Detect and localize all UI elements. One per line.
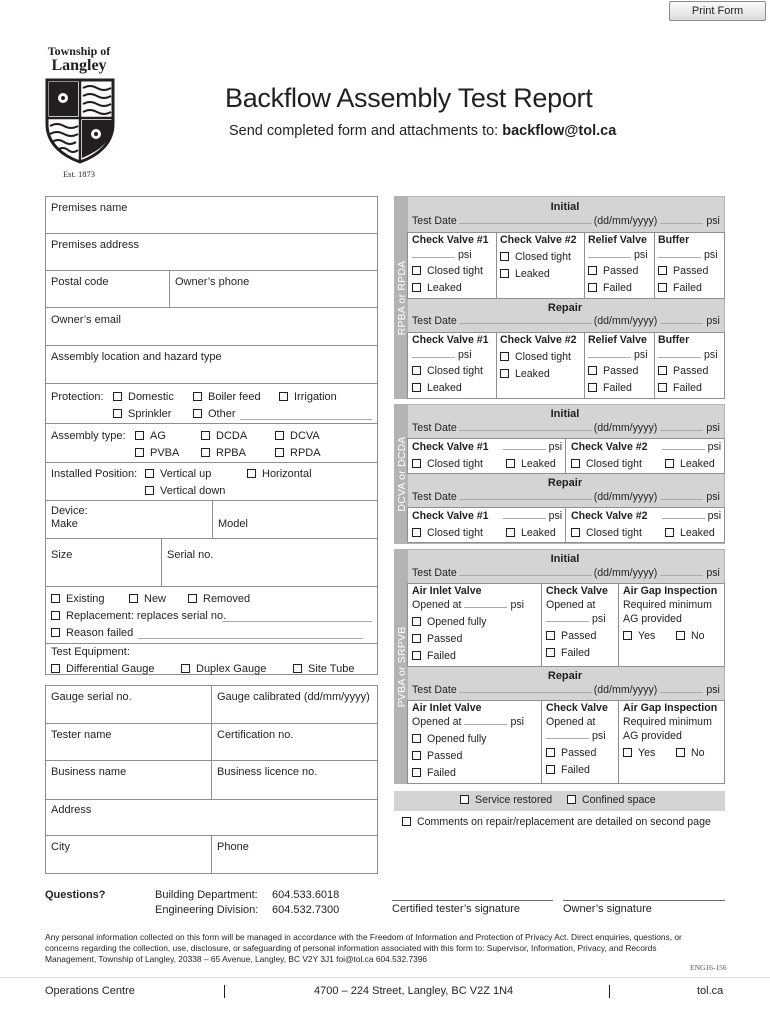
pv-init-check-valve: Check Valve xyxy=(546,585,608,597)
rp-initial-heading: Initial xyxy=(550,201,580,213)
checkbox[interactable] xyxy=(588,266,597,275)
checkbox[interactable] xyxy=(275,431,284,440)
rp-rep-cv2-closed[interactable]: Closed tight xyxy=(500,349,571,366)
confined-space[interactable]: Confined space xyxy=(567,792,656,809)
checkbox[interactable] xyxy=(412,768,421,777)
assembly-rpba[interactable]: RPBA xyxy=(201,447,246,459)
checkbox[interactable] xyxy=(412,366,421,375)
checkbox[interactable] xyxy=(460,795,469,804)
pv-init-no[interactable]: No xyxy=(676,628,705,645)
rp-init-relief: Relief Valve xyxy=(588,234,647,246)
checkbox[interactable] xyxy=(588,366,597,375)
tester-signature-label: Certified tester’s signature xyxy=(392,903,520,915)
city-label: City xyxy=(51,841,70,853)
comments-second-page[interactable]: Comments on repair/replacement are detailed on second page xyxy=(402,814,711,831)
protection-domestic[interactable]: Domestic xyxy=(113,391,174,403)
model-label: Model xyxy=(218,518,248,530)
dc-initial-heading: Initial xyxy=(550,408,580,420)
checkbox[interactable] xyxy=(247,469,256,478)
protection-label: Protection: xyxy=(51,391,104,403)
checkbox[interactable] xyxy=(145,486,154,495)
logo-township-of: Township of xyxy=(47,44,111,58)
form-code: ENG16-156 xyxy=(690,963,727,972)
assembly-location-label: Assembly location and hazard type xyxy=(51,351,222,363)
checkbox[interactable] xyxy=(275,448,284,457)
assembly-pvba[interactable]: PVBA xyxy=(135,447,179,459)
checkbox[interactable] xyxy=(588,283,597,292)
removed-option[interactable]: Removed xyxy=(188,593,250,605)
installed-label: Installed Position: xyxy=(51,468,138,480)
tester-name-label: Tester name xyxy=(51,729,112,741)
checkbox[interactable] xyxy=(113,392,122,401)
footer-address: 4700 – 224 Street, Langley, BC V2Z 1N4 xyxy=(314,985,514,997)
equipment-differential[interactable]: Differential Gauge xyxy=(51,663,154,675)
tester-signature-line[interactable] xyxy=(392,900,553,901)
pv-init-failed[interactable]: Failed xyxy=(412,648,456,665)
pv-init-passed[interactable]: Passed xyxy=(412,631,462,648)
checkbox[interactable] xyxy=(193,392,202,401)
rp-init-relief-passed[interactable]: Passed xyxy=(588,263,638,280)
dc-init-cv1-leaked[interactable]: Leaked xyxy=(506,456,556,473)
checkbox[interactable] xyxy=(201,431,210,440)
premises-name-label: Premises name xyxy=(51,202,128,214)
pv-init-yes[interactable]: Yes xyxy=(623,628,655,645)
pv-rep-cv-opened-at: Opened at xyxy=(546,716,596,728)
assembly-ag[interactable]: AG xyxy=(135,430,166,442)
pv-init-ag-provided: AG provided xyxy=(623,613,682,625)
crest-icon xyxy=(45,78,115,164)
dc-init-cv2-closed[interactable]: Closed tight xyxy=(571,456,642,473)
rp-init-cv2-closed[interactable]: Closed tight xyxy=(500,249,571,266)
checkbox[interactable] xyxy=(412,651,421,660)
checkbox[interactable] xyxy=(658,266,667,275)
rp-init-relief-psi[interactable]: psi xyxy=(588,247,648,264)
checkbox[interactable] xyxy=(665,459,674,468)
checkbox[interactable] xyxy=(135,448,144,457)
checkbox[interactable] xyxy=(145,469,154,478)
questions-label: Questions? xyxy=(45,889,106,901)
service-bar xyxy=(394,791,725,811)
checkbox[interactable] xyxy=(546,748,555,757)
rp-init-cv1-leaked[interactable]: Leaked xyxy=(412,280,462,297)
rp-init-buffer: Buffer xyxy=(658,234,690,246)
pv-rep-no[interactable]: No xyxy=(676,745,705,762)
checkbox[interactable] xyxy=(201,448,210,457)
rp-test-date[interactable]: Test Date (dd/mm/yyyy) psi xyxy=(412,215,720,227)
rp-repair-heading: Repair xyxy=(547,302,583,314)
gauge-calibrated-label: Gauge calibrated (dd/mm/yyyy) xyxy=(217,691,370,703)
rp-rep-cv1-closed[interactable]: Closed tight xyxy=(412,363,483,380)
address-label: Address xyxy=(51,804,92,816)
subtitle-prefix: Send completed form and attachments to: xyxy=(229,123,499,139)
checkbox[interactable] xyxy=(567,795,576,804)
serial-label: Serial no. xyxy=(167,549,214,561)
dc-rep-cv1[interactable]: Check Valve #1 psi xyxy=(412,510,563,522)
rp-init-cv1: Check Valve #1 xyxy=(412,234,489,246)
test-equipment-label: Test Equipment: xyxy=(51,646,130,658)
pv-rep-passed[interactable]: Passed xyxy=(412,748,462,765)
rp-rep-relief: Relief Valve xyxy=(588,334,647,346)
checkbox[interactable] xyxy=(188,594,197,603)
checkbox[interactable] xyxy=(412,751,421,760)
pv-rep-cv-psi[interactable]: psi xyxy=(546,728,606,745)
installed-horizontal[interactable]: Horizontal xyxy=(247,468,312,480)
owner-signature-label: Owner’s signature xyxy=(563,903,652,915)
pv-rep-cv-failed[interactable]: Failed xyxy=(546,762,590,779)
checkbox[interactable] xyxy=(51,664,60,673)
dc-rep-cv2-closed[interactable]: Closed tight xyxy=(571,525,642,542)
footer-website[interactable]: tol.ca xyxy=(697,985,724,997)
protection-sprinkler[interactable]: Sprinkler xyxy=(113,408,171,420)
owner-signature-line[interactable] xyxy=(563,900,725,901)
privacy-notice: Any personal information collected on this form will be managed in accordance with the Freedom of Information and Protection of Privacy Act. Direct enquiries, questions, or concerns regarding the collection, use, disclosure, or safeguarding of personal information associated with this form to: Supervisor, Information, Privacy, and Records Management, Township of Langley, 20338 – 65 Avenue, Langley, BC V2Y 3J1 foi@tol.ca 604.532.7396 xyxy=(45,932,682,964)
dc-repair-test-date[interactable]: Test Date (dd/mm/yyyy) psi xyxy=(412,491,720,503)
pv-rep-cv-passed[interactable]: Passed xyxy=(546,745,596,762)
checkbox[interactable] xyxy=(500,269,509,278)
pv-rep-check-valve: Check Valve xyxy=(546,702,608,714)
rp-side-label: RPBA or RPDA xyxy=(395,197,408,398)
pv-rep-ag-provided: AG provided xyxy=(623,730,682,742)
pv-init-cv-opened-at: Opened at xyxy=(546,599,596,611)
pv-rep-failed[interactable]: Failed xyxy=(412,765,456,782)
reason-failed-option[interactable]: Reason failed xyxy=(51,627,133,639)
pv-init-air-inlet: Air Inlet Valve xyxy=(412,585,482,597)
checkbox[interactable] xyxy=(412,734,421,743)
protection-irrigation[interactable]: Irrigation xyxy=(279,391,337,403)
make-label: Make xyxy=(51,518,78,530)
checkbox[interactable] xyxy=(623,631,632,640)
certification-label: Certification no. xyxy=(217,729,294,741)
rp-init-relief-failed[interactable]: Failed xyxy=(588,280,632,297)
checkbox[interactable] xyxy=(546,648,555,657)
pv-init-opened-at[interactable]: Opened at psi xyxy=(412,599,525,611)
rp-rep-buffer: Buffer xyxy=(658,334,690,346)
checkbox[interactable] xyxy=(658,383,667,392)
installed-vertical-up[interactable]: Vertical up xyxy=(145,468,211,480)
dc-test-date[interactable]: Test Date (dd/mm/yyyy) psi xyxy=(412,422,720,434)
rp-rep-buffer-passed[interactable]: Passed xyxy=(658,363,708,380)
rp-init-cv2-leaked[interactable]: Leaked xyxy=(500,266,550,283)
checkbox[interactable] xyxy=(129,594,138,603)
rp-init-cv1-closed[interactable]: Closed tight xyxy=(412,263,483,280)
checkbox[interactable] xyxy=(181,664,190,673)
checkbox[interactable] xyxy=(51,611,60,620)
pv-init-opened-fully[interactable]: Opened fully xyxy=(412,614,486,631)
rp-init-cv2: Check Valve #2 xyxy=(500,234,577,246)
checkbox[interactable] xyxy=(571,528,580,537)
checkbox[interactable] xyxy=(546,631,555,640)
pv-init-cv-failed[interactable]: Failed xyxy=(546,645,590,662)
dc-init-cv1-closed[interactable]: Closed tight xyxy=(412,456,483,473)
service-restored[interactable]: Service restored xyxy=(460,792,552,809)
checkbox[interactable] xyxy=(293,664,302,673)
checkbox[interactable] xyxy=(500,252,509,261)
assembly-type-label: Assembly type: xyxy=(51,430,126,442)
owners-phone-label: Owner’s phone xyxy=(175,276,250,288)
pv-rep-required: Required minimum xyxy=(623,716,712,728)
checkbox[interactable] xyxy=(676,631,685,640)
checkbox[interactable] xyxy=(51,628,60,637)
rp-rep-cv1: Check Valve #1 xyxy=(412,334,489,346)
pv-init-cv-passed[interactable]: Passed xyxy=(546,628,596,645)
rp-rep-relief-failed[interactable]: Failed xyxy=(588,380,632,397)
subtitle-email[interactable]: backflow@tol.ca xyxy=(502,123,617,139)
rp-rep-cv1-leaked[interactable]: Leaked xyxy=(412,380,462,397)
postal-code-label: Postal code xyxy=(51,276,109,288)
checkbox[interactable] xyxy=(279,392,288,401)
pv-init-required: Required minimum xyxy=(623,599,712,611)
checkbox[interactable] xyxy=(412,617,421,626)
rp-rep-buffer-failed[interactable]: Failed xyxy=(658,380,702,397)
new-option[interactable]: New xyxy=(129,593,166,605)
checkbox[interactable] xyxy=(588,383,597,392)
business-name-label: Business name xyxy=(51,766,127,778)
checkbox[interactable] xyxy=(135,431,144,440)
checkbox[interactable] xyxy=(665,528,674,537)
rp-rep-buffer-psi[interactable]: psi xyxy=(658,347,718,364)
dc-init-cv2-leaked[interactable]: Leaked xyxy=(665,456,715,473)
subtitle xyxy=(229,123,616,139)
owners-email-label: Owner’s email xyxy=(51,314,121,326)
pv-test-date[interactable]: Test Date (dd/mm/yyyy) psi xyxy=(412,567,720,579)
checkbox[interactable] xyxy=(623,748,632,757)
checkbox[interactable] xyxy=(412,528,421,537)
checkbox[interactable] xyxy=(412,283,421,292)
rp-init-buffer-failed[interactable]: Failed xyxy=(658,280,702,297)
pv-repair-test-date[interactable]: Test Date (dd/mm/yyyy) psi xyxy=(412,684,720,696)
checkbox[interactable] xyxy=(412,459,421,468)
rp-init-buffer-passed[interactable]: Passed xyxy=(658,263,708,280)
protection-boiler-feed[interactable]: Boiler feed xyxy=(193,391,261,403)
pv-repair-heading: Repair xyxy=(547,670,583,682)
checkbox[interactable] xyxy=(506,459,515,468)
premises-address-label: Premises address xyxy=(51,239,140,251)
pv-rep-yes[interactable]: Yes xyxy=(623,745,655,762)
pv-rep-air-gap: Air Gap Inspection xyxy=(623,702,718,714)
building-dept: Building Department: xyxy=(155,889,258,901)
pv-side-label: PVBA or SRPVB xyxy=(395,550,408,783)
rp-rep-cv1-psi[interactable]: psi xyxy=(412,347,472,364)
checkbox[interactable] xyxy=(546,765,555,774)
checkbox[interactable] xyxy=(412,383,421,392)
checkbox[interactable] xyxy=(193,409,202,418)
pv-init-cv-psi[interactable]: psi xyxy=(546,611,606,628)
dc-init-cv2[interactable]: Check Valve #2 psi xyxy=(571,441,722,453)
checkbox[interactable] xyxy=(51,594,60,603)
rp-rep-cv2: Check Valve #2 xyxy=(500,334,577,346)
checkbox[interactable] xyxy=(500,369,509,378)
pv-init-air-gap: Air Gap Inspection xyxy=(623,585,718,597)
phone-label: Phone xyxy=(217,841,249,853)
gauge-serial-label: Gauge serial no. xyxy=(51,691,132,703)
dc-repair-heading: Repair xyxy=(547,477,583,489)
existing-option[interactable]: Existing xyxy=(51,593,105,605)
building-phone: 604.533.6018 xyxy=(272,889,340,901)
engineering-div: Engineering Division: xyxy=(155,904,259,916)
rp-rep-relief-psi[interactable]: psi xyxy=(588,347,648,364)
checkbox[interactable] xyxy=(571,459,580,468)
equipment-site-tube[interactable]: Site Tube xyxy=(293,663,354,675)
rp-repair-test-date[interactable]: Test Date (dd/mm/yyyy) psi xyxy=(412,315,720,327)
business-licence-label: Business licence no. xyxy=(217,766,318,778)
installed-vertical-down[interactable]: Vertical down xyxy=(145,485,225,497)
print-form-button[interactable]: Print Form xyxy=(669,1,766,21)
logo-est: Est. 1873 xyxy=(62,169,96,179)
pv-rep-opened-at[interactable]: Opened at psi xyxy=(412,716,525,728)
protection-other[interactable]: Other xyxy=(193,408,236,420)
checkbox[interactable] xyxy=(412,266,421,275)
dc-side-label: DCVA or DCDA xyxy=(395,405,408,543)
pv-rep-air-inlet: Air Inlet Valve xyxy=(412,702,482,714)
dc-rep-cv2[interactable]: Check Valve #2 psi xyxy=(571,510,722,522)
dc-rep-cv1-leaked[interactable]: Leaked xyxy=(506,525,556,542)
checkbox[interactable] xyxy=(506,528,515,537)
checkbox[interactable] xyxy=(676,748,685,757)
replacement-option[interactable]: Replacement: replaces serial no. xyxy=(51,610,226,622)
assembly-rpda[interactable]: RPDA xyxy=(275,447,321,459)
device-label: Device: xyxy=(51,505,88,517)
rp-init-cv1-psi[interactable]: psi xyxy=(412,247,472,264)
checkbox[interactable] xyxy=(658,366,667,375)
dc-rep-cv2-leaked[interactable]: Leaked xyxy=(665,525,715,542)
pv-rep-opened-fully[interactable]: Opened fully xyxy=(412,731,486,748)
assembly-dcda[interactable]: DCDA xyxy=(201,430,247,442)
dc-rep-cv1-closed[interactable]: Closed tight xyxy=(412,525,483,542)
checkbox[interactable] xyxy=(500,352,509,361)
checkbox[interactable] xyxy=(402,817,411,826)
checkbox[interactable] xyxy=(412,634,421,643)
footer-left: Operations Centre xyxy=(45,985,135,997)
rp-init-buffer-psi[interactable]: psi xyxy=(658,247,718,264)
engineering-phone: 604.532.7300 xyxy=(272,904,340,916)
assembly-dcva[interactable]: DCVA xyxy=(275,430,320,442)
rp-rep-relief-passed[interactable]: Passed xyxy=(588,363,638,380)
dc-init-cv1[interactable]: Check Valve #1 psi xyxy=(412,441,563,453)
page-title: Backflow Assembly Test Report xyxy=(225,83,593,113)
logo-langley: Langley xyxy=(51,57,107,74)
equipment-duplex[interactable]: Duplex Gauge xyxy=(181,663,266,675)
checkbox[interactable] xyxy=(658,283,667,292)
size-label: Size xyxy=(51,549,73,561)
rp-rep-cv2-leaked[interactable]: Leaked xyxy=(500,366,550,383)
checkbox[interactable] xyxy=(113,409,122,418)
pv-initial-heading: Initial xyxy=(550,553,580,565)
